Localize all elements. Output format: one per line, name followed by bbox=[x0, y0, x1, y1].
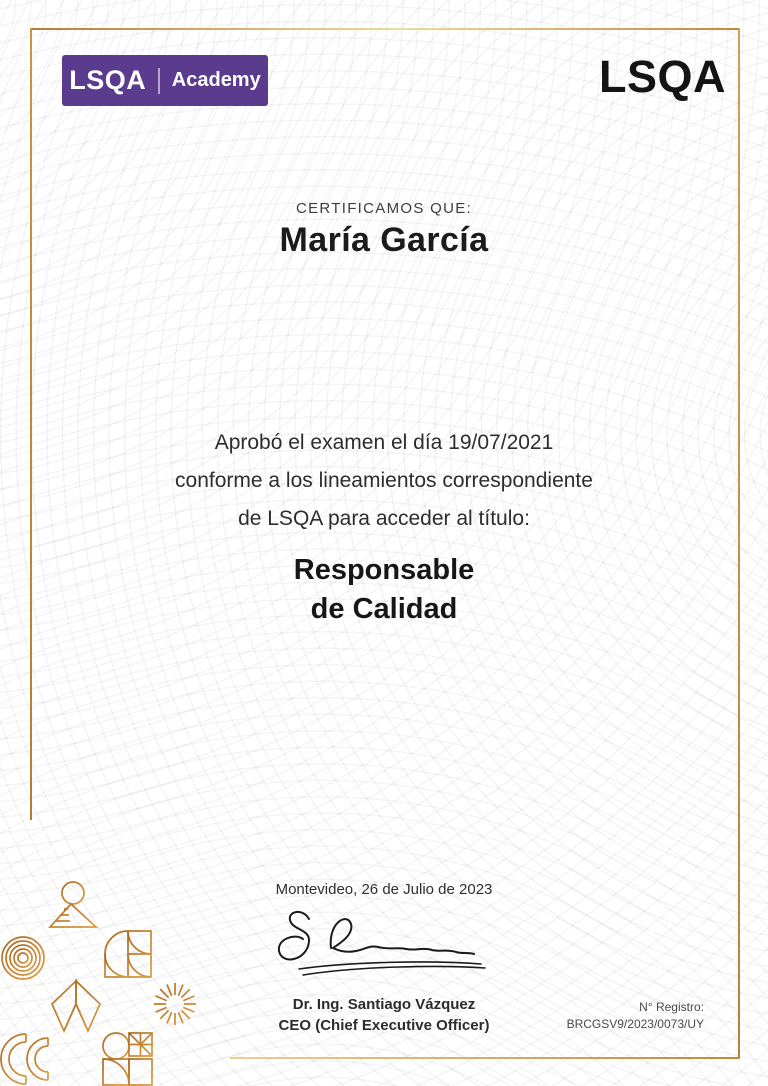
deco-stairs-triangle-icon bbox=[50, 904, 96, 927]
date-place-line: Montevideo, 26 de Julio de 2023 bbox=[275, 881, 493, 898]
statement-line-3: de LSQA para acceder al título: bbox=[238, 507, 530, 530]
lsqa-wordmark: LSQA bbox=[598, 51, 726, 102]
logo-brand-text: LSQA bbox=[69, 65, 147, 95]
signer-name: Dr. Ing. Santiago Vázquez bbox=[292, 996, 476, 1013]
frame-border-right bbox=[738, 28, 740, 1057]
deco-kite-icon bbox=[52, 981, 100, 1031]
registry-block bbox=[567, 999, 704, 1033]
statement-paragraph bbox=[40, 424, 728, 538]
signer-role: CEO (Chief Executive Officer) bbox=[278, 1017, 490, 1034]
registry-number: BRCGSV9/2023/0073/UY bbox=[566, 1017, 704, 1031]
deco-leaf-grid-icon bbox=[105, 931, 151, 977]
signature-svg bbox=[269, 903, 499, 988]
registry-label: N° Registro: bbox=[639, 1000, 704, 1014]
logo-product-text: Academy bbox=[171, 69, 261, 91]
frame-border-bottom bbox=[230, 1057, 740, 1059]
deco-sunburst-icon bbox=[154, 983, 196, 1025]
deco-square-grid-icon bbox=[103, 1033, 152, 1085]
deco-double-arc-icon bbox=[1, 1034, 48, 1084]
title-line-1: Responsable bbox=[293, 554, 475, 586]
decorative-geometric-shapes bbox=[0, 854, 202, 1086]
statement-line-1: Aprobó el examen el día 19/07/2021 bbox=[214, 431, 554, 454]
statement-line-2: conforme a los lineamientos correspondiente bbox=[175, 469, 593, 492]
certify-label: CERTIFICAMOS QUE: bbox=[295, 200, 472, 217]
logo-divider bbox=[158, 68, 160, 94]
title-line-2: de Calidad bbox=[310, 593, 458, 625]
lsqa-academy-logo bbox=[62, 55, 268, 106]
recipient-name: María García bbox=[279, 221, 489, 259]
frame-border-top bbox=[30, 28, 740, 30]
frame-border-left bbox=[30, 28, 32, 820]
deco-circle-person-icon bbox=[62, 882, 84, 904]
certificate-title bbox=[40, 551, 728, 629]
deco-concentric-circles-icon bbox=[2, 937, 44, 979]
